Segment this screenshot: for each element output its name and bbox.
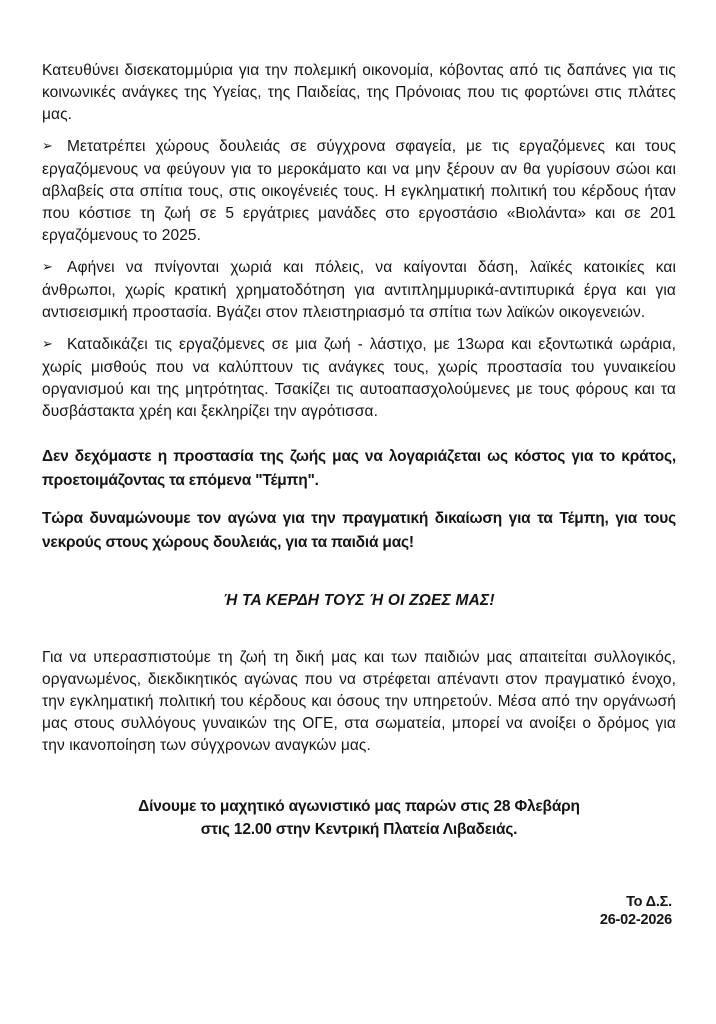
bullet-paragraph [42, 257, 676, 324]
arrow-bullet-icon: ➢ [42, 139, 53, 154]
slogan-heading: Ή ΤΑ ΚΕΡΔΗ ΤΟΥΣ Ή ΟΙ ΖΩΕΣ ΜΑΣ! [223, 592, 495, 609]
paragraph-text: Μετατρέπει χώρους δουλειάς σε σύγχρονα σφαγεία, με τις εργαζόμενες και τους εργαζόμενους να φεύγουν για το μεροκάματο και να μην ξέρουν αν θα γυρίσουν σώοι και αβλαβείς στα σπίτια τους, στις οικογένειές τους. Η εγκληματική πολιτική του κέρδους ήταν που κόστισε τη ζωή σε 5 εργάτριες μανάδες στο εργοστάσιο «Βιολάντα» και σε 201 εργαζόμενους το 2025. [42, 138, 676, 244]
signature-line: Το Δ.Σ. [626, 894, 672, 910]
emphasis-paragraph: Δεν δεχόμαστε η προστασία της ζωής μας να λογαριάζεται ως κόστος για το κράτος, προετοιμάζοντας τα επόμενα "Τέμπη". [42, 448, 676, 489]
cta-line: Δίνουμε το μαχητικό αγωνιστικό μας παρών στις 28 Φλεβάρη [138, 798, 580, 815]
paragraph: Για να υπερασπιστούμε τη ζωή τη δική μας και των παιδιών μας απαιτείται συλλογικός, οργανωμένος, διεκδικητικός αγώνας που να στρέφεται απέναντι στον πραγματικό ένοχο, την εγκληματική πολιτική του κέρδους και όσους την υπηρετούν. Μέσα από την οργάνωσή μας στους συλλόγους γυναικών της ΟΓΕ, στα σωματεία, μπορεί να ανοίξει ο δρόμος για την ικανοποίηση των σύγχρονων αναγκών μας. [42, 649, 676, 754]
paragraph-text: Καταδικάζει τις εργαζόμενες σε μια ζωή - λάστιχο, με 13ωρα και εξοντωτικά ωράρια, χωρίς μισθούς που να καλύπτουν τις ανάγκες τους, χωρίς προστασία του γυναικείου οργανισμού και της μητρότητας. Τσακίζει τις αυτοαπασχολούμενες με τους φόρους και τα δυσβάστακτα χρέη και ξεκληρίζει την αγρότισσα. [42, 336, 676, 420]
paragraph: Κατευθύνει δισεκατομμύρια για την πολεμική οικονομία, κόβοντας από τις δαπάνες για τις κοινωνικές ανάγκες της Υγείας, της Παιδείας, της Πρόνοιας που τις φορτώνει στις πλάτες μας. [42, 62, 676, 123]
bullet-paragraph [42, 136, 676, 247]
arrow-bullet-icon: ➢ [42, 260, 53, 275]
paragraph-text: Αφήνει να πνίγονται χωριά και πόλεις, να καίγονται δάση, λαϊκές κατοικίες και άνθρωποι, χωρίς κρατική χρηματοδότηση για αντιπλημμυρικά-αντιπυρικά έργα και για αντισεισμική προστασία. Βγάζει στον πλειστηριασμό τα σπίτια των λαϊκών οικογενειών. [42, 259, 676, 321]
bullet-paragraph [42, 334, 676, 423]
call-to-action [42, 795, 676, 841]
signature-date: 26-02-2026 [599, 912, 672, 928]
cta-line: στις 12.00 στην Κεντρική Πλατεία Λιβαδειάς. [200, 821, 518, 838]
signature-block [42, 893, 676, 929]
emphasis-paragraph: Τώρα δυναμώνουμε τον αγώνα για την πραγματική δικαίωση για τα Τέμπη, για τους νεκρούς στους χώρους δουλειάς, για τα παιδιά μας! [42, 510, 676, 551]
arrow-bullet-icon: ➢ [42, 337, 53, 352]
document-body [42, 60, 676, 841]
